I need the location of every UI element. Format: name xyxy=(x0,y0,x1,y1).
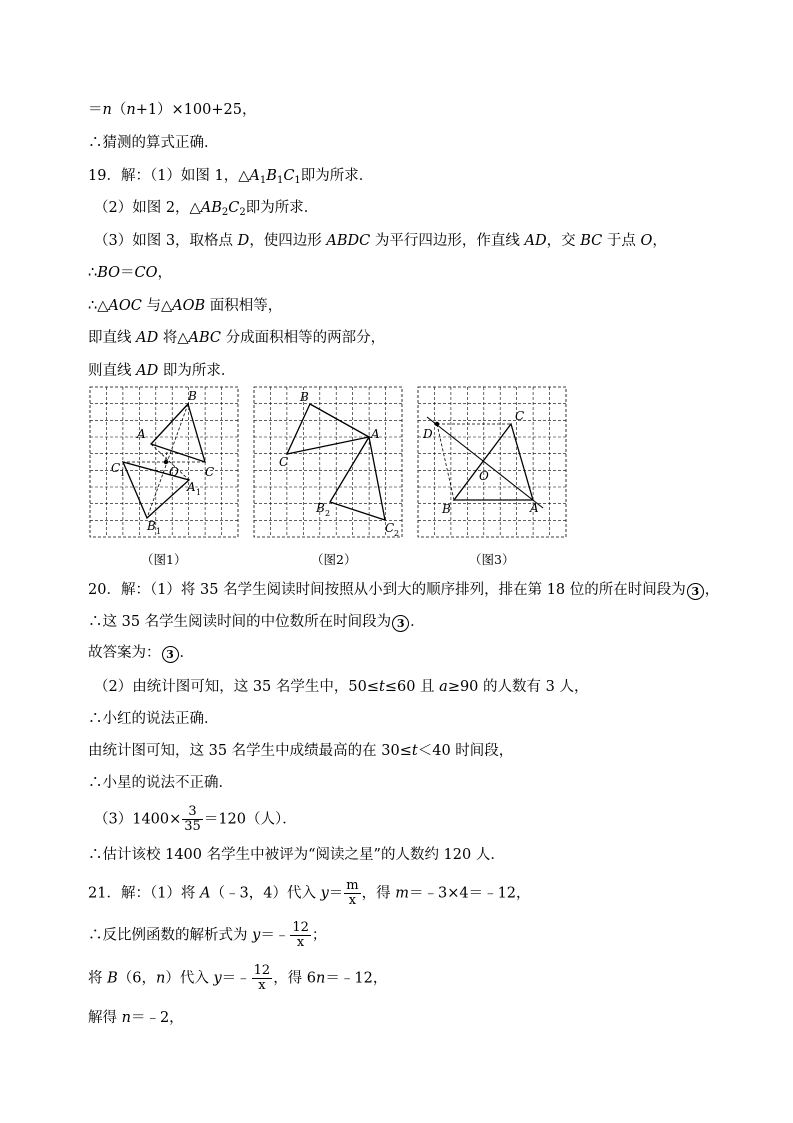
text: ＝﹣3×4＝﹣12， xyxy=(408,885,531,902)
var: CO xyxy=(134,265,158,281)
denominator: x xyxy=(348,893,357,908)
text: 19．解：（1）如图 1，△ xyxy=(88,168,250,184)
fraction xyxy=(290,921,311,950)
line-22 xyxy=(88,1008,184,1028)
text: （3）如图 3，取格点 xyxy=(94,233,238,249)
label-b2-sub: 2 xyxy=(325,509,331,518)
grid-figure-3 xyxy=(417,386,567,538)
line-18: ∴估计该校 1400 名学生中被评为“阅读之星”的人数约 120 人． xyxy=(88,847,505,863)
text: ＝﹣2， xyxy=(130,1010,184,1026)
var: n xyxy=(156,970,166,987)
circled-number: 3 xyxy=(687,583,704,600)
text: 20．解：（1）将 35 名学生阅读时间按照从小到大的顺序排列，排在第 18 位的所在时间段为 xyxy=(88,582,686,598)
line-14: ∴小红的说法正确． xyxy=(88,711,219,727)
label-b: B xyxy=(300,390,309,404)
text: 于点 xyxy=(602,233,641,249)
text: ∴△ xyxy=(88,298,109,314)
text: 即为所求． xyxy=(245,200,319,216)
label-b2: B xyxy=(316,501,325,515)
triangle-abc xyxy=(454,424,533,500)
line-4 xyxy=(94,198,318,218)
grid-figure-1 xyxy=(89,386,239,538)
text: ． xyxy=(410,614,425,630)
var: AD xyxy=(136,330,159,346)
numerator: m xyxy=(346,878,359,893)
line-15 xyxy=(88,741,513,761)
label-c2-sub: 2 xyxy=(394,529,400,538)
text: ＝﹣ xyxy=(221,970,251,987)
line-7 xyxy=(88,296,282,316)
text: ∴这 35 名学生阅读时间的中位数所在时间段为 xyxy=(88,614,392,630)
var: BO xyxy=(97,265,121,281)
subscript: 1 xyxy=(294,175,301,186)
numerator: 12 xyxy=(253,963,271,978)
text: ∴反比例函数的解析式为 xyxy=(88,927,253,944)
point-d xyxy=(435,422,439,426)
var: O xyxy=(640,233,653,249)
figure-3 xyxy=(417,386,567,538)
text: ＝ xyxy=(328,885,344,902)
line-9 xyxy=(88,361,235,381)
text: 解得 xyxy=(88,1010,122,1026)
text: （2）如图 2，△ xyxy=(94,200,201,216)
text: （6， xyxy=(117,970,156,987)
denominator: x xyxy=(258,978,266,993)
label-c1: C xyxy=(111,461,121,475)
label-c2: C xyxy=(385,521,395,535)
var: AB xyxy=(200,200,222,216)
line-20 xyxy=(88,921,326,950)
line-21 xyxy=(88,964,387,993)
text: ＝﹣12， xyxy=(325,970,388,987)
label-a1-sub: 1 xyxy=(196,488,202,497)
var: AOB xyxy=(172,298,206,314)
text: 将 xyxy=(88,970,108,987)
point-o xyxy=(164,460,168,464)
text: （﹣3，4）代入 xyxy=(210,885,321,902)
line-8 xyxy=(88,328,385,348)
subscript: 2 xyxy=(221,207,229,218)
label-c: C xyxy=(515,409,525,423)
var: n xyxy=(316,970,326,987)
var: a xyxy=(439,679,448,695)
text: ＜40 时间段， xyxy=(417,743,514,759)
text: ， xyxy=(704,582,720,598)
line-q21 xyxy=(88,879,531,908)
text: 面积相等， xyxy=(205,298,283,314)
text: 将△ xyxy=(158,330,189,346)
line-17 xyxy=(94,805,297,834)
text: 即直线 xyxy=(88,330,137,346)
caption-figure-1: （图1） xyxy=(141,552,187,567)
text: ， xyxy=(157,265,173,281)
label-a1: A xyxy=(187,480,196,494)
fraction xyxy=(182,805,203,834)
label-b1-sub: 1 xyxy=(156,527,162,536)
label-b: B xyxy=(188,389,197,403)
grid-figure-2 xyxy=(253,386,403,538)
line-1 xyxy=(88,100,257,120)
label-c: C xyxy=(279,455,289,469)
fraction xyxy=(344,879,360,908)
subscript: 1 xyxy=(259,175,267,186)
text: ＝﹣ xyxy=(260,927,290,944)
var: C xyxy=(283,168,295,184)
text: ； xyxy=(311,927,327,944)
text: （3）1400× xyxy=(94,811,182,828)
line-ad xyxy=(427,417,543,508)
text: ∴ xyxy=(88,265,98,281)
var: B xyxy=(266,168,277,184)
label-b: B xyxy=(442,502,451,516)
text: ． xyxy=(179,645,194,661)
triangle-abc xyxy=(287,404,369,454)
figure-1 xyxy=(89,386,239,538)
line-11 xyxy=(88,612,425,632)
label-a: A xyxy=(371,427,380,441)
label-c: C xyxy=(205,465,215,479)
text: ＝ xyxy=(88,102,103,118)
line-q19 xyxy=(88,166,373,186)
fraction xyxy=(252,964,273,993)
numerator: 12 xyxy=(292,920,309,935)
label-c1-sub: 1 xyxy=(120,469,126,478)
triangle-ab2c2 xyxy=(330,437,385,520)
subscript: 1 xyxy=(276,175,284,186)
var: AD xyxy=(524,233,547,249)
text: （2）由统计图可知，这 35 名学生中，50≤ xyxy=(94,679,379,695)
var: AD xyxy=(136,363,159,379)
var: A xyxy=(249,168,260,184)
line-q20 xyxy=(88,580,719,600)
label-a: A xyxy=(530,501,539,515)
denominator: x xyxy=(296,935,305,950)
var: n xyxy=(102,102,112,118)
subscript: 2 xyxy=(239,207,246,218)
text: （ xyxy=(111,102,127,118)
var: t xyxy=(379,679,385,695)
var: n xyxy=(121,1010,131,1026)
text: 即为所求． xyxy=(300,168,374,184)
text: ）代入 xyxy=(165,970,214,987)
label-a: A xyxy=(137,427,146,441)
text: ≤60 且 xyxy=(384,679,440,695)
text: ，交 xyxy=(546,233,581,249)
var: B xyxy=(107,970,118,987)
text: 21．解：（1）将 xyxy=(88,885,201,902)
line-16: ∴小星的说法不正确． xyxy=(88,775,233,791)
var: n xyxy=(126,102,136,118)
label-o: O xyxy=(479,469,489,483)
grid-lines xyxy=(418,387,566,537)
var: y xyxy=(252,927,261,944)
var: AOC xyxy=(108,298,142,314)
line-13 xyxy=(94,677,588,697)
var: m xyxy=(395,885,409,902)
line-2: ∴猜测的算式正确． xyxy=(88,135,219,151)
text: 与△ xyxy=(141,298,173,314)
var: ABDC xyxy=(326,233,371,249)
var: D xyxy=(237,233,250,249)
var: y xyxy=(213,970,222,987)
text: ≥90 的人数有 3 人， xyxy=(447,679,589,695)
label-o: O xyxy=(169,465,179,479)
var: A xyxy=(200,885,211,902)
line-6 xyxy=(88,263,172,283)
circled-number: 3 xyxy=(162,646,179,663)
var: y xyxy=(320,885,329,902)
var: ABC xyxy=(188,330,221,346)
caption-figure-2: （图2） xyxy=(311,552,357,567)
text: +1）×100+25， xyxy=(135,102,257,118)
text: 则直线 xyxy=(88,363,137,379)
var: BC xyxy=(580,233,603,249)
text: 即为所求． xyxy=(158,363,236,379)
line-5 xyxy=(94,231,667,251)
var: t xyxy=(411,743,418,759)
text: 为平行四边形，作直线 xyxy=(370,233,525,249)
text: ＝120（人）． xyxy=(203,811,297,828)
var: C xyxy=(228,200,240,216)
label-b1: B xyxy=(147,519,156,533)
denominator: 35 xyxy=(184,819,201,834)
text: ，使四边形 xyxy=(249,233,327,249)
figure-2 xyxy=(253,386,403,538)
text: ，得 6 xyxy=(273,970,317,987)
numerator: 3 xyxy=(182,805,203,820)
text: 故答案为： xyxy=(88,645,161,661)
text: ，得 xyxy=(361,885,396,902)
text: ＝ xyxy=(120,265,135,281)
triangle-abc xyxy=(151,404,205,462)
caption-figure-3: （图3） xyxy=(469,552,515,567)
text: 分成面积相等的两部分， xyxy=(220,330,386,346)
circled-number: 3 xyxy=(392,615,409,632)
label-d: D xyxy=(423,427,433,441)
text: ， xyxy=(652,233,667,249)
line-12 xyxy=(88,643,194,663)
text: 由统计图可知，这 35 名学生中成绩最高的在 30≤ xyxy=(88,743,412,759)
